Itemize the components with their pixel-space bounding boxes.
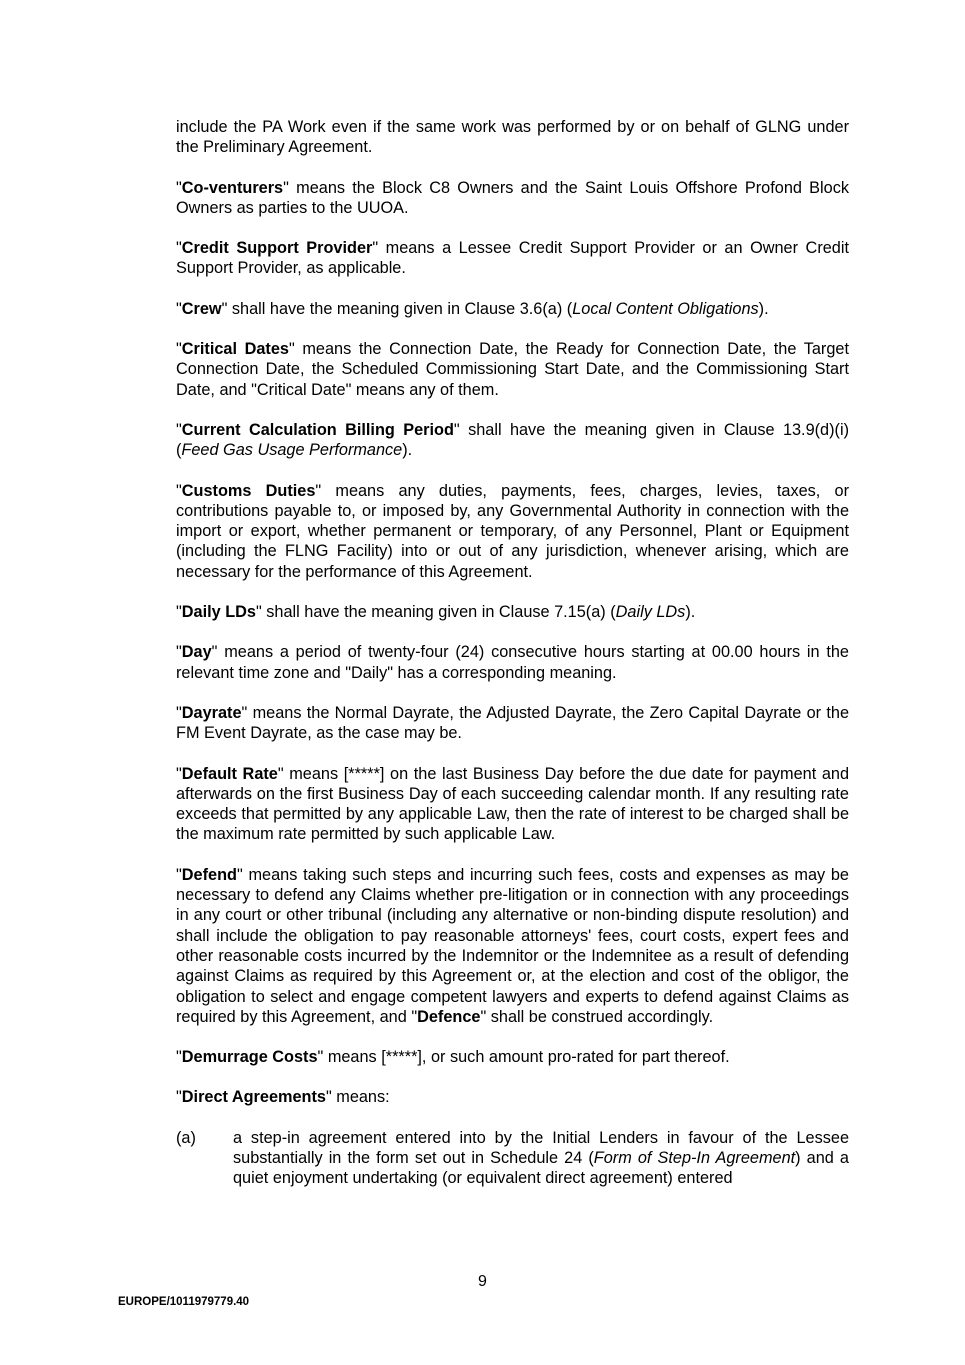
defined-term: Direct Agreements xyxy=(181,1088,326,1107)
definition-direct-agreements: "Direct Agreements" means: xyxy=(176,1088,390,1107)
definition-daily-lds: "Daily LDs" shall have the meaning given in Clause 7.15(a) (Daily LDs). xyxy=(176,603,696,622)
defined-term: Day xyxy=(181,643,212,662)
document-reference: EUROPE/1011979779.40 xyxy=(118,1296,250,1308)
definition-defend: "Defend" means taking such steps and incurring such fees, costs and expenses as may be necessary to defend any Claims whether pre-litigation or in connection with any proceedings in any court or other tribunal (including any alternative or non-binding dispute resolution) and shall include the obligation to pay reasonable attorneys' fees, court costs, expert fees and other reasonable costs incurred by the Indemnitor or the Indemnitee as a result of defending against Claims as required by this Agreement or, at the election and cost of the obligor, the obligation to select and engage competent lawyers and experts to defend against Claims as required by this Agreement, and "Defence" shall be construed accordingly. xyxy=(176,865,849,1026)
list-item xyxy=(176,1128,849,1189)
defined-term: Defend xyxy=(181,865,237,884)
definition-crew: "Crew" shall have the meaning given in Clause 3.6(a) (Local Content Obligations). xyxy=(176,299,769,318)
defined-term: Crew xyxy=(181,299,222,318)
defined-term: Daily LDs xyxy=(181,603,256,622)
clause-reference: Feed Gas Usage Performance xyxy=(181,441,403,460)
definition-critical-dates: "Critical Dates" means the Connection Date, the Ready for Connection Date, the Target Connection Date, the Scheduled Commissioning Start Date, and the Commissioning Start Date, and "Critical Date" means any of them. xyxy=(176,340,849,399)
page-content xyxy=(176,117,849,1189)
definition-day: "Day" means a period of twenty-four (24) consecutive hours starting at 00.00 hours in the relevant time zone and "Daily" has a corresponding meaning. xyxy=(176,643,849,682)
schedule-reference: Form of Step-In Agreement xyxy=(593,1148,796,1167)
page-number: 9 xyxy=(478,1273,487,1290)
defined-term: Demurrage Costs xyxy=(181,1048,318,1067)
defined-term: Dayrate xyxy=(181,703,242,722)
definition-co-venturers: "Co-venturers" means the Block C8 Owners and the Saint Louis Offshore Profond Block Owners as parties to the UUOA. xyxy=(176,178,849,217)
defined-term: Critical Dates xyxy=(181,340,289,359)
list-item-text: a step-in agreement entered into by the Initial Lenders in favour of the Lessee substantially in the form set out in Schedule 24 (Form of Step-In Agreement) and a quiet enjoyment undertaking (or equivalent direct agreement) entered xyxy=(233,1128,849,1188)
clause-reference: Daily LDs xyxy=(615,603,686,622)
definition-dayrate: "Dayrate" means the Normal Dayrate, the Adjusted Dayrate, the Zero Capital Dayrate or the FM Event Dayrate, as the case may be. xyxy=(176,703,849,743)
defined-term: Co-venturers xyxy=(181,178,284,197)
definition-demurrage-costs: "Demurrage Costs" means [*****], or such amount pro-rated for part thereof. xyxy=(176,1048,730,1067)
definition-current-calculation-billing-period: "Current Calculation Billing Period" shall have the meaning given in Clause 13.9(d)(i) (Feed Gas Usage Performance). xyxy=(176,420,849,460)
continuation-text: include the PA Work even if the same work was performed by or on behalf of GLNG under the Preliminary Agreement. xyxy=(176,118,849,157)
defined-term: Credit Support Provider xyxy=(181,239,373,258)
definition-customs-duties: "Customs Duties" means any duties, payments, fees, charges, levies, taxes, or contributions payable to, or imposed by, any Governmental Authority in connection with the import or export, whether permanent or temporary, of any Personnel, Plant or Equipment (including the FLNG Facility) into or out of any jurisdiction, whenever arising, which are necessary for the performance of this Agreement. xyxy=(176,481,849,581)
clause-reference: Local Content Obligations xyxy=(572,299,759,318)
defined-term: Default Rate xyxy=(181,764,278,783)
list-item-label: (a) xyxy=(176,1128,196,1147)
defined-term: Customs Duties xyxy=(181,481,316,500)
definition-default-rate: "Default Rate" means [*****] on the last Business Day before the due date for payment and afterwards on the first Business Day of each succeeding calendar month. If any resulting rate exceeds that permitted by any applicable Law, then the rate of interest to be charged shall be the maximum rate permitted by such applicable Law. xyxy=(176,764,849,844)
definition-credit-support-provider: "Credit Support Provider" means a Lessee Credit Support Provider or an Owner Credit Support Provider, as applicable. xyxy=(176,239,849,278)
defined-term: Current Calculation Billing Period xyxy=(181,420,454,439)
defined-term: Defence xyxy=(417,1007,481,1026)
continuation-paragraph xyxy=(176,117,849,158)
